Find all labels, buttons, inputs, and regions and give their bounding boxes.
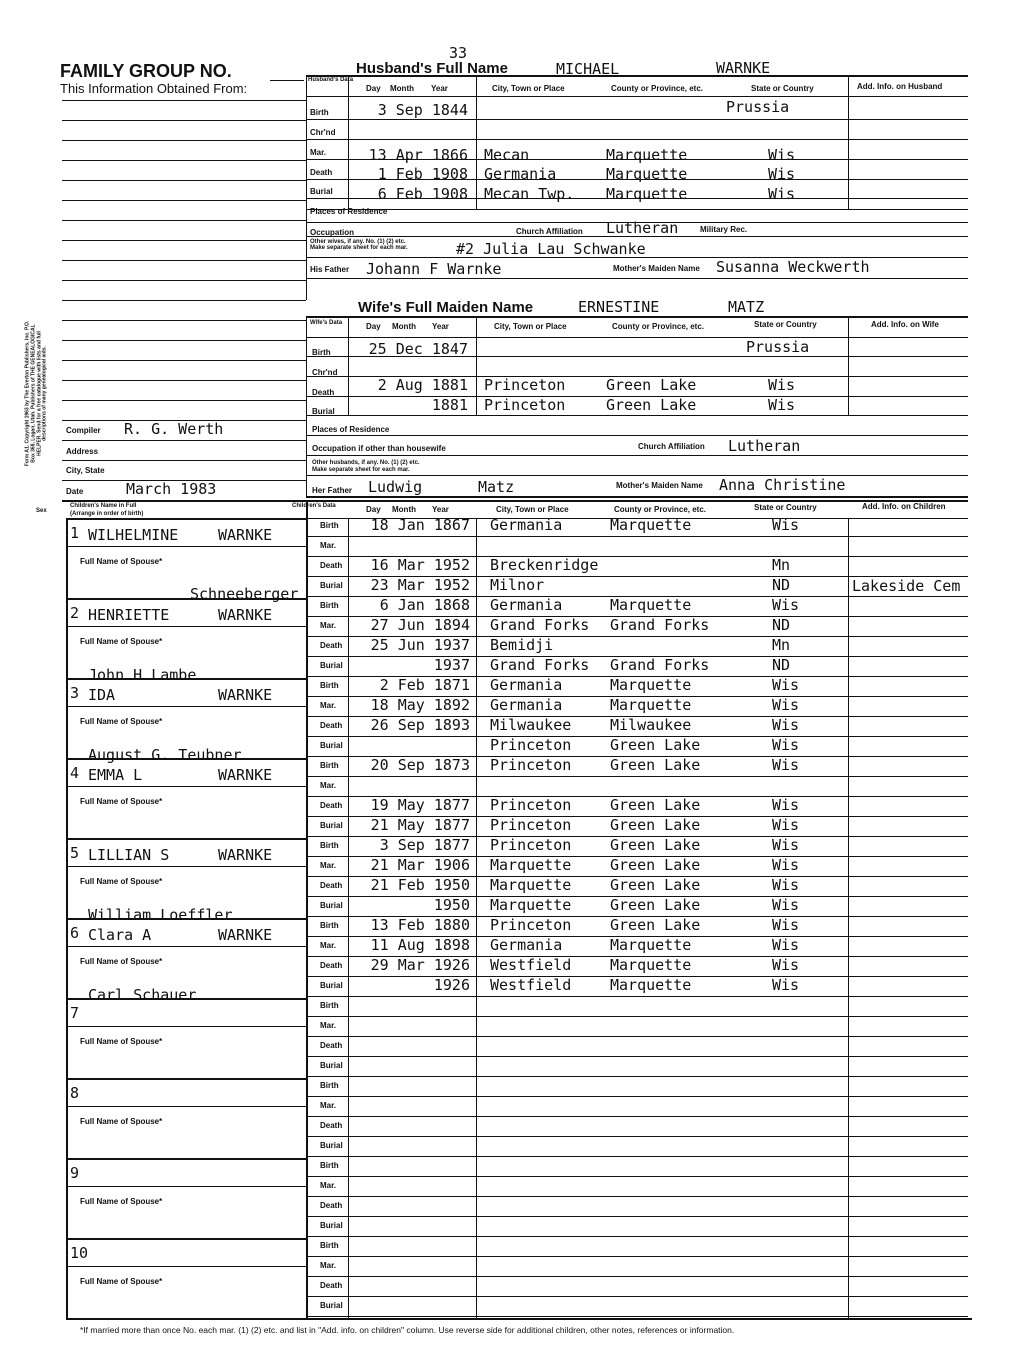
child-6-death-county: Marquette [610,956,692,974]
child-5-burial-label: Burial [320,901,343,910]
his-father-label: His Father [310,265,350,274]
wife-state-header: State or Country [754,320,817,329]
wife-burial-city: Princeton [484,396,566,414]
other-wives-label: Other wives, if any. No. (1) (2) etc. [310,239,406,245]
child-1-burial-state: ND [772,576,791,594]
child-1-note: Lakeside Cem [852,577,961,595]
child-5-death-county: Green Lake [610,876,701,894]
child-3-spouse: August G. Teubner [88,746,242,764]
year-label: Year [431,84,448,93]
child-9-number: 9 [70,1164,80,1182]
address-label: Address [66,447,99,456]
child-1-birth-state: Wis [772,516,800,534]
other-husbands-label: Other husbands, if any. No. (1) (2) etc. [312,460,420,466]
child-month-label: Month [392,505,416,514]
children-names-label: Children's Name in Full [70,503,137,509]
husband-chrnd-label: Chr'nd [310,128,336,137]
child-9-burial-label: Burial [320,1221,343,1230]
wife-burial-date: 1881 [431,396,468,414]
footnote: *If married more than once No. each mar. (1) (2) etc. and list in "Add. info. on children" column. Use reverse side for additional children, other notes, references or information. [80,1325,735,1335]
child-5-birth-state: Wis [772,836,800,854]
child-5-surname: WARNKE [218,846,273,864]
child-4-burial-label: Burial [320,821,343,830]
child-4-death-label: Death [320,801,343,810]
child-6-birth-city: Princeton [490,916,572,934]
wife-death-state: Wis [768,376,796,394]
child-2-mar-state: ND [772,616,791,634]
child-state-header: State or Country [754,503,817,512]
child-3-birth-date: 2 Feb 1871 [379,676,470,694]
child-7-spouse-label: Full Name of Spouse* [80,1037,163,1046]
child-1-death-label: Death [320,561,343,570]
child-2-death-date: 25 Jun 1937 [370,636,470,654]
child-2-number: 2 [70,604,80,622]
child-2-mar-city: Grand Forks [490,616,590,634]
child-4-birth-city: Princeton [490,756,572,774]
child-6-spouse: Carl Schauer [88,986,197,1004]
husbands-data-label: Husband's Data [308,77,354,83]
child-4-death-county: Green Lake [610,796,701,814]
form-title: FAMILY GROUP NO. [60,61,232,81]
child-6-burial-date: 1926 [433,976,470,994]
wife-death-date: 2 Aug 1881 [377,376,468,394]
wife-month-label: Month [392,322,416,331]
child-1-surname: WARNKE [218,526,273,544]
husband-birth-state: Prussia [726,98,790,116]
husband-last-name: WARNKE [716,59,771,77]
child-4-birth-county: Green Lake [610,756,701,774]
child-4-burial-county: Green Lake [610,816,701,834]
child-3-mar-county: Marquette [610,696,692,714]
husband-mother-label: Mother's Maiden Name [613,264,700,273]
wife-county-header: County or Province, etc. [612,322,705,331]
wife-death-city: Princeton [484,376,566,394]
wife-burial-county: Green Lake [606,396,697,414]
child-5-burial-state: Wis [772,896,800,914]
wife-first-name: ERNESTINE [578,298,660,316]
child-3-mar-date: 18 May 1892 [370,696,470,714]
child-2-birth-label: Birth [320,601,339,610]
child-8-spouse-label: Full Name of Spouse* [80,1117,163,1126]
wife-chrnd-label: Chr'nd [312,368,338,377]
child-2-burial-county: Grand Forks [610,656,710,674]
child-4-surname: WARNKE [218,766,273,784]
child-5-birth-city: Princeton [490,836,572,854]
child-1-birth-county: Marquette [610,516,692,534]
wife-father-last: Matz [478,478,515,496]
wife-mother: Anna Christine [719,476,846,494]
child-5-mar-date: 21 Mar 1906 [370,856,470,874]
child-10-death-label: Death [320,1281,343,1290]
wife-church: Lutheran [728,437,801,455]
compiler-label: Compiler [66,426,101,435]
compiled-date: March 1983 [126,480,217,498]
add-children-header: Add. Info. on Children [862,502,946,511]
childrens-data-label: Children's Data [292,503,336,509]
child-5-death-label: Death [320,881,343,890]
child-8-mar-label: Mar. [320,1101,337,1110]
wife-last-name: MATZ [728,298,765,316]
child-2-burial-date: 1937 [433,656,470,674]
child-2-surname: WARNKE [218,606,273,624]
compiler-name: R. G. Werth [124,420,224,438]
child-2-death-label: Death [320,641,343,650]
church-label: Church Affiliation [516,227,583,236]
child-10-birth-label: Birth [320,1241,339,1250]
child-6-death-date: 29 Mar 1926 [370,956,470,974]
child-8-birth-label: Birth [320,1081,339,1090]
child-9-birth-label: Birth [320,1161,339,1170]
child-4-birth-date: 20 Sep 1873 [370,756,470,774]
wife-occupation-label: Occupation if other than housewife [312,444,446,453]
day-label: Day [366,84,381,93]
child-4-first-name: EMMA L [88,766,143,784]
county-header: County or Province, etc. [611,84,704,93]
child-year-label: Year [432,505,449,514]
child-2-death-state: Mn [772,636,791,654]
child-10-spouse-label: Full Name of Spouse* [80,1277,163,1286]
child-6-birth-county: Green Lake [610,916,701,934]
husband-death-date: 1 Feb 1908 [377,165,468,183]
child-3-mar-label: Mar. [320,701,337,710]
child-6-birth-state: Wis [772,916,800,934]
wife-name-label: Wife's Full Maiden Name [358,299,534,316]
child-1-death-city: Breckenridge [490,556,599,574]
wife-day-label: Day [366,322,381,331]
husband-death-label: Death [310,168,333,177]
wife-year-label: Year [432,322,449,331]
child-county-header: County or Province, etc. [614,505,707,514]
child-1-death-date: 16 Mar 1952 [370,556,470,574]
child-4-number: 4 [70,764,80,782]
child-2-mar-label: Mar. [320,621,337,630]
child-1-burial-date: 23 Mar 1952 [370,576,470,594]
husband-name-label: Husband's Full Name [356,60,508,77]
child-7-number: 7 [70,1004,80,1022]
child-2-birth-city: Germania [490,596,563,614]
child-3-surname: WARNKE [218,686,273,704]
child-2-burial-label: Burial [320,661,343,670]
child-7-birth-label: Birth [320,1001,339,1010]
husband-mar-date: 13 Apr 1866 [368,146,468,164]
child-4-death-date: 19 May 1877 [370,796,470,814]
child-5-mar-state: Wis [772,856,800,874]
child-1-death-state: Mn [772,556,791,574]
add-wife-header: Add. Info. on Wife [871,320,939,329]
child-5-birth-date: 3 Sep 1877 [379,836,470,854]
child-10-number: 10 [70,1244,89,1262]
child-9-death-label: Death [320,1201,343,1210]
child-3-birth-label: Birth [320,681,339,690]
husband-other-wives: #2 Julia Lau Schwanke [456,240,646,258]
child-2-burial-state: ND [772,656,791,674]
husband-death-county: Marquette [606,165,688,183]
child-5-mar-county: Green Lake [610,856,701,874]
child-3-death-state: Wis [772,716,800,734]
wife-death-label: Death [312,388,335,397]
child-6-burial-county: Marquette [610,976,692,994]
child-2-death-city: Bemidji [490,636,554,654]
child-2-burial-city: Grand Forks [490,656,590,674]
child-3-birth-state: Wis [772,676,800,694]
child-2-spouse-label: Full Name of Spouse* [80,637,163,646]
husband-father: Johann F Warnke [366,260,502,278]
month-label: Month [390,84,414,93]
other-husbands-sub-label: Make separate sheet for each mar. [312,467,410,473]
child-5-birth-label: Birth [320,841,339,850]
husband-burial-label: Burial [310,187,333,196]
child-2-first-name: HENRIETTE [88,606,170,624]
child-1-birth-date: 18 Jan 1867 [370,516,470,534]
child-6-number: 6 [70,924,80,942]
child-5-burial-date: 1950 [433,896,470,914]
page-number: 33 [449,44,468,62]
child-6-burial-city: Westfield [490,976,572,994]
wife-city-header: City, Town or Place [494,322,567,331]
child-3-number: 3 [70,684,80,702]
child-5-first-name: LILLIAN S [88,846,170,864]
husband-first-name: MICHAEL [556,60,620,78]
wife-birth-state: Prussia [746,338,810,356]
husband-mar-county: Marquette [606,146,688,164]
child-6-death-state: Wis [772,956,800,974]
wife-mother-label: Mother's Maiden Name [616,481,703,490]
child-4-burial-city: Princeton [490,816,572,834]
child-6-death-city: Westfield [490,956,572,974]
child-6-birth-label: Birth [320,921,339,930]
child-6-death-label: Death [320,961,343,970]
child-2-mar-date: 27 Jun 1894 [370,616,470,634]
child-3-birth-city: Germania [490,676,563,694]
wife-death-county: Green Lake [606,376,697,394]
military-label: Military Rec. [700,225,748,234]
form-credit: Form A1. Copyright 1963 by The Everton Publishers, Inc. P.O. Box 368, Logan, Utah. Publishers of THE GENEALOGICAL HELPER. Send for a free catalogue with lists and full descriptions of many genealogical aids. [24,320,48,467]
child-1-birth-label: Birth [320,521,339,530]
husband-death-city: Germania [484,165,557,183]
child-5-mar-city: Marquette [490,856,572,874]
other-wives-sub-label: Make separate sheet for each mar. [310,245,408,251]
city-header: City, Town or Place [492,84,565,93]
child-day-label: Day [366,505,381,514]
child-5-number: 5 [70,844,80,862]
child-2-mar-county: Grand Forks [610,616,710,634]
child-6-mar-label: Mar. [320,941,337,950]
child-5-birth-county: Green Lake [610,836,701,854]
child-1-spouse-label: Full Name of Spouse* [80,557,163,566]
child-1-burial-label: Burial [320,581,343,590]
wife-birth-date: 25 Dec 1847 [368,340,468,358]
husband-mother: Susanna Weckwerth [716,258,870,276]
child-9-spouse-label: Full Name of Spouse* [80,1197,163,1206]
child-8-number: 8 [70,1084,80,1102]
husband-burial-city: Mecan Twp. [484,185,575,203]
child-5-death-state: Wis [772,876,800,894]
child-9-mar-label: Mar. [320,1181,337,1190]
child-4-spouse-label: Full Name of Spouse* [80,797,163,806]
child-4-birth-label: Birth [320,761,339,770]
child-1-first-name: WILHELMINE [88,526,179,544]
husband-birth-label: Birth [310,108,329,117]
child-6-burial-label: Burial [320,981,343,990]
child-3-burial-city: Princeton [490,736,572,754]
child-3-death-label: Death [320,721,343,730]
child-5-spouse: William Loeffler [88,906,233,924]
child-7-mar-label: Mar. [320,1021,337,1030]
wife-father-first: Ludwig [368,478,423,496]
child-3-birth-county: Marquette [610,676,692,694]
child-1-number: 1 [70,524,80,542]
child-10-mar-label: Mar. [320,1261,337,1270]
child-3-first-name: IDA [88,686,116,704]
husband-birth-date: 3 Sep 1844 [377,101,468,119]
husband-burial-county: Marquette [606,185,688,203]
child-4-mar-label: Mar. [320,781,337,790]
child-4-burial-state: Wis [772,816,800,834]
child-8-burial-label: Burial [320,1141,343,1150]
child-4-death-state: Wis [772,796,800,814]
wifes-data-label: Wife's Data [310,320,343,326]
add-husband-header: Add. Info. on Husband [857,82,943,91]
child-1-mar-label: Mar. [320,541,337,550]
child-6-mar-state: Wis [772,936,800,954]
child-4-death-city: Princeton [490,796,572,814]
child-6-mar-date: 11 Aug 1898 [370,936,470,954]
child-10-burial-label: Burial [320,1301,343,1310]
child-6-mar-city: Germania [490,936,563,954]
residence-label: Places of Residence [310,207,388,216]
child-5-death-city: Marquette [490,876,572,894]
child-8-death-label: Death [320,1121,343,1130]
child-2-spouse: John H Lambe [88,666,197,684]
child-5-burial-county: Green Lake [610,896,701,914]
child-5-burial-city: Marquette [490,896,572,914]
child-3-mar-city: Germania [490,696,563,714]
city-state-label: City, State [66,466,105,475]
child-city-header: City, Town or Place [496,505,569,514]
child-3-burial-label: Burial [320,741,343,750]
occupation-label: Occupation [310,228,355,237]
child-3-mar-state: Wis [772,696,800,714]
husband-burial-state: Wis [768,185,796,203]
child-7-death-label: Death [320,1041,343,1050]
wife-burial-label: Burial [312,407,335,416]
child-7-burial-label: Burial [320,1061,343,1070]
child-1-spouse: Schneeberger [190,585,299,603]
child-1-birth-city: Germania [490,516,563,534]
child-6-mar-county: Marquette [610,936,692,954]
husband-church: Lutheran [606,219,679,237]
wife-church-label: Church Affiliation [638,442,705,451]
child-6-first-name: Clara A [88,926,152,944]
child-6-spouse-label: Full Name of Spouse* [80,957,163,966]
child-1-burial-city: Milnor [490,576,545,594]
sex-label: Sex [36,508,47,514]
child-3-burial-county: Green Lake [610,736,701,754]
her-father-label: Her Father [312,486,353,495]
child-2-birth-date: 6 Jan 1868 [379,596,470,614]
child-6-surname: WARNKE [218,926,273,944]
child-3-death-date: 26 Sep 1893 [370,716,470,734]
child-3-death-county: Milwaukee [610,716,692,734]
child-5-mar-label: Mar. [320,861,337,870]
wife-birth-label: Birth [312,348,331,357]
child-4-burial-date: 21 May 1877 [370,816,470,834]
child-6-burial-state: Wis [772,976,800,994]
husband-mar-state: Wis [768,146,796,164]
husband-death-state: Wis [768,165,796,183]
child-6-birth-date: 13 Feb 1880 [370,916,470,934]
child-2-birth-state: Wis [772,596,800,614]
child-3-spouse-label: Full Name of Spouse* [80,717,163,726]
child-2-birth-county: Marquette [610,596,692,614]
child-5-death-date: 21 Feb 1950 [370,876,470,894]
children-order-label: (Arrange in order of birth) [70,511,144,517]
child-5-spouse-label: Full Name of Spouse* [80,877,163,886]
wife-burial-state: Wis [768,396,796,414]
husband-mar-city: Mecan [484,146,530,164]
child-3-death-city: Milwaukee [490,716,572,734]
date-label: Date [66,487,84,496]
child-3-burial-state: Wis [772,736,800,754]
state-header: State or Country [751,84,814,93]
wife-residence-label: Places of Residence [312,425,390,434]
husband-burial-date: 6 Feb 1908 [377,185,468,203]
child-4-birth-state: Wis [772,756,800,774]
husband-mar-label: Mar. [310,148,327,157]
obtained-from-label: This Information Obtained From: [60,81,248,96]
